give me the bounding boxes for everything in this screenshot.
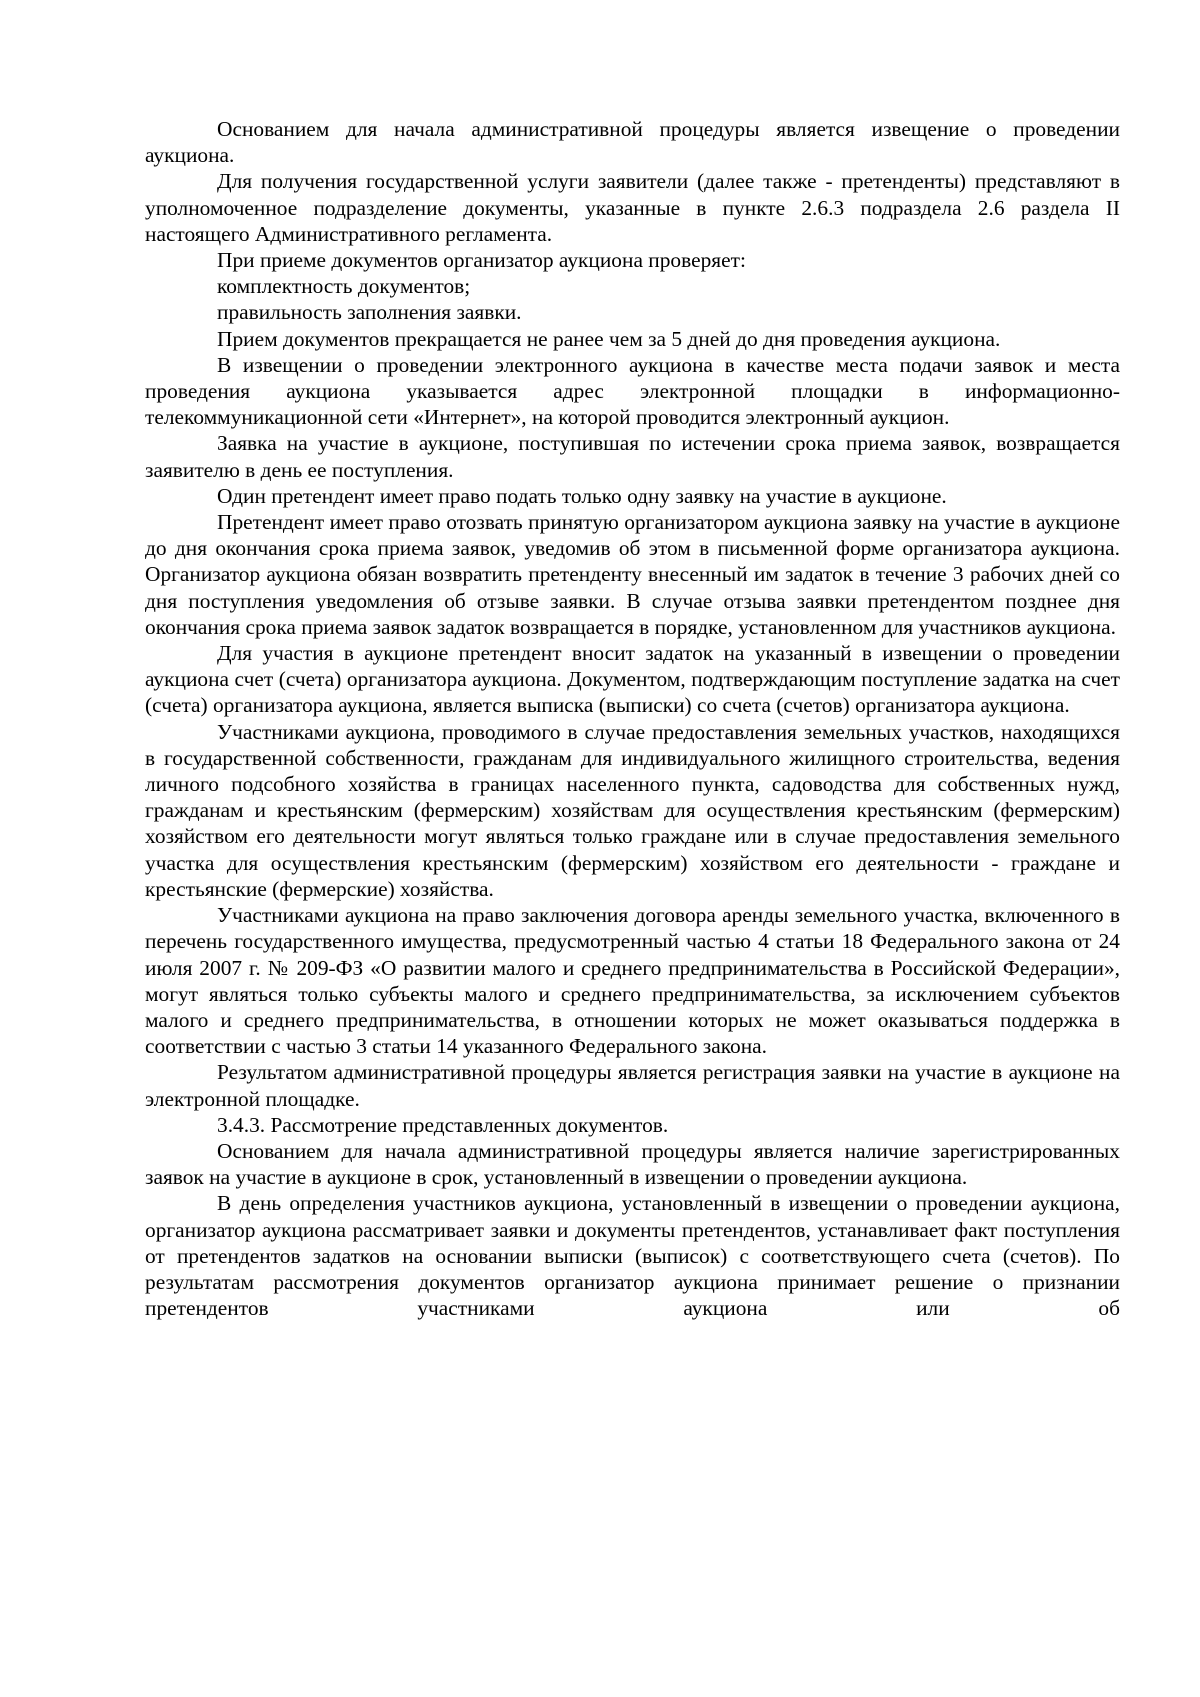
paragraph: Претендент имеет право отозвать принятую организатором аукциона заявку на участие в аукционе до дня окончания срока приема заявок, уведомив об этом в письменной форме организатора аукциона. Организатор аукциона обязан возвратить претенденту внесенный им задаток в течение 3 рабочих дней со дня поступления уведомления об отзыве заявки. В случае отзыва заявки претендентом позднее дня окончания срока приема заявок задаток возвращается в порядке, установленном для участников аукциона. [145, 510, 1120, 639]
paragraph: комплектность документов; [217, 274, 471, 299]
paragraph: При приеме документов организатор аукциона проверяет: [217, 248, 746, 273]
paragraph: В извещении о проведении электронного аукциона в качестве места подачи заявок и места проведения аукциона указывается адрес электронной площадки в информационно-телекоммуникационной сети «Интернет», на которой проводится электронный аукцион. [145, 352, 1120, 430]
paragraph: Заявка на участие в аукционе, поступившая по истечении срока приема заявок, возвращается заявителю в день ее поступления. [145, 431, 1120, 482]
paragraph: Участниками аукциона, проводимого в случае предоставления земельных участков, находящихся в государственной собственности, гражданам для индивидуального жилищного строительства, ведения личного подсобного хозяйства в границах населенного пункта, садоводства для собственных нужд, гражданам и крестьянским (фермерским) хозяйствам для осуществления крестьянским (фермерским) хозяйством его деятельности могут являться только граждане или в случае предоставления земельного участка для осуществления крестьянским (фермерским) хозяйством его деятельности - граждане и крестьянские (фермерские) хозяйства. [145, 719, 1120, 901]
paragraph: Результатом административной процедуры является регистрация заявки на участие в аукционе на электронной площадке. [145, 1060, 1120, 1111]
paragraph: Для получения государственной услуги заявители (далее также - претенденты) представляют в уполномоченное подразделение документы, указанные в пункте 2.6.3 подраздела 2.6 раздела II настоящего Административного регламента. [145, 169, 1120, 246]
section-heading: 3.4.3. Рассмотрение представленных документов. [217, 1112, 669, 1137]
paragraph: Основанием для начала административной процедуры является наличие зарегистрированных заявок на участие в аукционе в срок, установленный в извещении о проведении аукциона. [145, 1138, 1120, 1190]
paragraph: Основанием для начала административной процедуры является извещение о проведении аукциона. [145, 117, 1120, 168]
paragraph: В день определения участников аукциона, установленный в извещении о проведении аукциона, организатор аукциона рассматривает заявки и документы претендентов, устанавливает факт поступления от претендентов задатков на основании выписки (выписок) с соответствующего счета (счетов). По результатам рассмотрения документов организатор аукциона принимает решение о признании претендентов участниками аукциона или об [145, 1191, 1120, 1321]
paragraph: правильность заполнения заявки. [217, 300, 522, 325]
document-page [145, 116, 1120, 1321]
paragraph: Один претендент имеет право подать только одну заявку на участие в аукционе. [217, 483, 947, 508]
paragraph: Прием документов прекращается не ранее чем за 5 дней до дня проведения аукциона. [217, 326, 1001, 351]
paragraph: Для участия в аукционе претендент вносит задаток на указанный в извещении о проведении аукциона счет (счета) организатора аукциона. Документом, подтверждающим поступление задатка на счет (счета) организатора аукциона, является выписка (выписки) со счета (счетов) организатора аукциона. [145, 641, 1120, 718]
paragraph: Участниками аукциона на право заключения договора аренды земельного участка, включенного в перечень государственного имущества, предусмотренный частью 4 статьи 18 Федерального закона от 24 июля 2007 г. № 209-ФЗ «О развитии малого и среднего предпринимательства в Российской Федерации», могут являться только субъекты малого и среднего предпринимательства, за исключением субъектов малого и среднего предпринимательства, в отношении которых не может оказываться поддержка в соответствии с частью 3 статьи 14 указанного Федерального закона. [145, 903, 1120, 1059]
